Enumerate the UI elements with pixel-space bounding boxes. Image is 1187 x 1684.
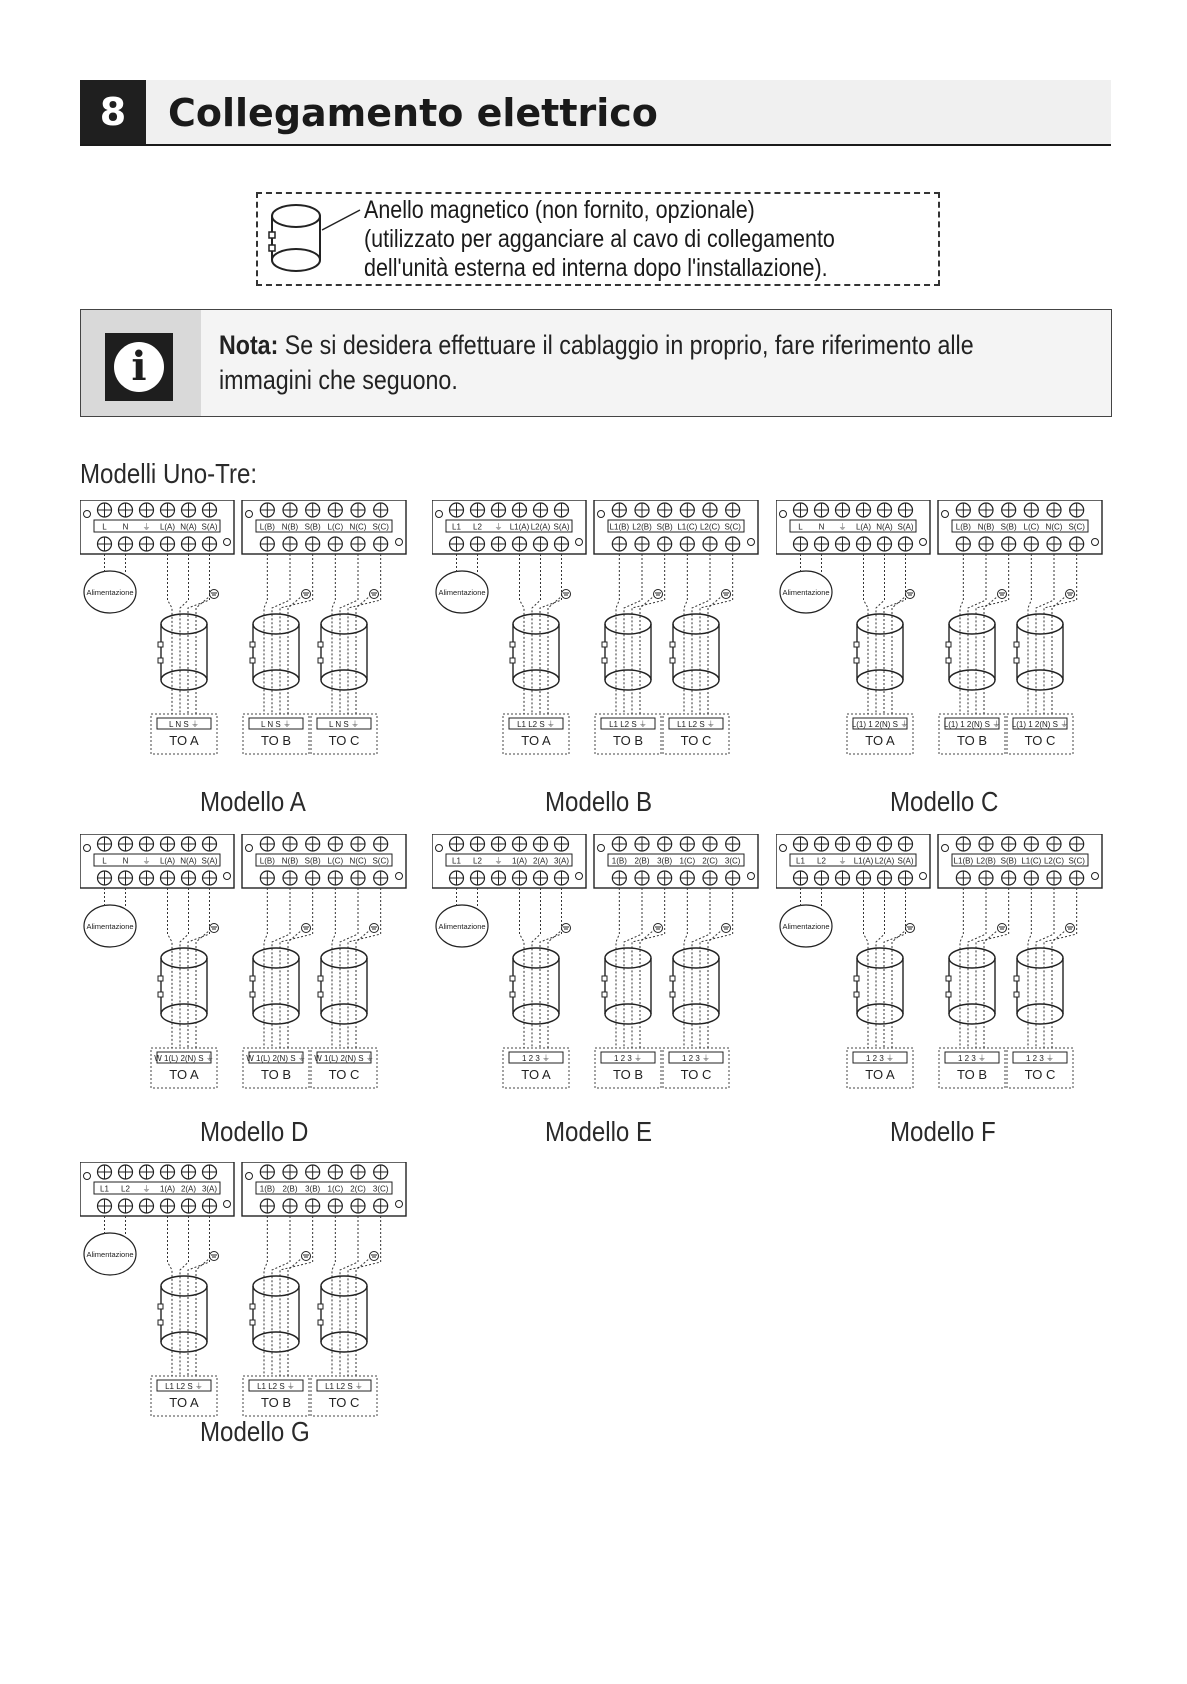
indoor-unit-terminal <box>503 714 569 754</box>
terminal-label: L2(A) <box>874 856 895 866</box>
unit-terminal-labels: 1 2 3 ⏚ <box>681 1054 711 1063</box>
wiring-diagram-modello-b <box>432 500 772 770</box>
terminal-label: S(C) <box>1068 856 1085 866</box>
terminal-label: S(B) <box>1000 522 1017 532</box>
terminal-label: N <box>122 856 129 866</box>
terminal-label: 1(A) <box>159 1184 176 1194</box>
bc-terminal-block <box>594 834 758 888</box>
unit-terminal-labels: L1 L2 S ⏚ <box>325 1382 363 1391</box>
unit-destination: TO C <box>1024 1067 1056 1082</box>
terminal-label: L2 <box>473 856 482 866</box>
terminal-label: L(C) <box>327 522 344 532</box>
terminal-label: S(B) <box>656 522 673 532</box>
ring-line: dell'unità esterna ed interna dopo l'installazione). <box>364 254 828 282</box>
terminal-label: N(C) <box>1045 522 1063 532</box>
unit-terminal-labels: L1 L2 S ⏚ <box>165 1382 203 1391</box>
terminal-label: N(C) <box>349 522 367 532</box>
ground-icon <box>210 1252 219 1261</box>
terminal-label: L1(B) <box>953 856 974 866</box>
unit-destination: TO B <box>260 1395 292 1410</box>
ground-icon <box>562 590 571 599</box>
terminal-label: L1(A) <box>509 522 530 532</box>
indoor-unit-terminal <box>939 714 1005 754</box>
terminal-label: L1 <box>100 1184 109 1194</box>
bc-terminal-block <box>594 500 758 554</box>
magnetic-ring <box>946 614 995 690</box>
unit-terminal-labels: L N S ⏚ <box>329 720 359 729</box>
terminal-label: L <box>102 856 107 866</box>
terminal-label: L(C) <box>327 856 344 866</box>
power-label: Alimentazione <box>86 588 134 597</box>
terminal-label: N(B) <box>977 522 995 532</box>
terminal-label: 1(B) <box>259 1184 275 1194</box>
unit-destination: TO C <box>328 1395 360 1410</box>
wiring-diagram-modello-e <box>432 834 772 1104</box>
indoor-unit-terminal <box>1007 1048 1073 1088</box>
magnetic-ring <box>158 614 207 690</box>
magnetic-ring <box>946 948 995 1024</box>
magnetic-ring <box>854 948 903 1024</box>
indoor-unit-terminal <box>595 1048 661 1088</box>
note-bold-label: Nota: <box>219 330 279 360</box>
indoor-unit-terminal <box>663 1048 729 1088</box>
section-label: Modelli Uno-Tre: <box>80 458 258 489</box>
indoor-unit-terminal <box>243 1048 309 1088</box>
model-label: Modello F <box>890 1116 996 1147</box>
magnetic-ring <box>510 614 559 690</box>
unit-terminal-labels: L(1) 1 2(N) S ⏚ <box>851 720 909 729</box>
wiring-diagram-modello-d <box>80 834 420 1104</box>
power-label: Alimentazione <box>438 922 486 931</box>
unit-terminal-labels: L N S ⏚ <box>261 720 291 729</box>
indoor-unit-terminal <box>939 1048 1005 1088</box>
unit-destination: TO A <box>169 1395 199 1410</box>
model-label: Modello D <box>200 1116 309 1147</box>
bc-terminal-block <box>242 500 406 554</box>
terminal-label: L1(A) <box>853 856 874 866</box>
power-label: Alimentazione <box>438 588 486 597</box>
terminal-label: S(A) <box>553 522 570 532</box>
section-header <box>80 80 1111 146</box>
terminal-label: L(B) <box>259 856 275 866</box>
power-supply <box>84 905 136 947</box>
model-label: Modello C <box>890 786 999 817</box>
ground-icon <box>370 924 379 933</box>
ground-icon <box>998 924 1007 933</box>
wiring-diagram-modello-c <box>776 500 1116 770</box>
ground-icon <box>210 924 219 933</box>
terminal-label: 2(B) <box>634 856 650 866</box>
terminal-label: N(B) <box>281 522 299 532</box>
power-terminal-block <box>80 1162 234 1216</box>
unit-terminal-labels: L1 L2 S ⏚ <box>257 1382 295 1391</box>
unit-terminal-labels: 1 2 3 ⏚ <box>957 1054 987 1063</box>
terminal-label: L2(C) <box>699 522 721 532</box>
power-terminal-block <box>80 500 234 554</box>
indoor-unit-terminal <box>311 714 377 754</box>
terminal-label: 3(B) <box>305 1184 321 1194</box>
terminal-label: S(A) <box>897 856 914 866</box>
unit-destination: TO C <box>328 733 360 748</box>
magnetic-ring <box>670 948 719 1024</box>
terminal-label: L <box>798 522 803 532</box>
power-label: Alimentazione <box>782 588 830 597</box>
terminal-label: 1(C) <box>679 856 696 866</box>
terminal-label: 1(A) <box>511 856 528 866</box>
terminal-label: 3(C) <box>372 1184 389 1194</box>
terminal-label: 2(B) <box>282 1184 298 1194</box>
unit-destination: TO B <box>956 1067 988 1082</box>
indoor-unit-terminal <box>311 1048 377 1088</box>
indoor-unit-terminal <box>243 1376 309 1416</box>
unit-destination: TO B <box>612 1067 644 1082</box>
unit-destination: TO A <box>865 733 895 748</box>
ground-icon <box>302 1252 311 1261</box>
ground-icon <box>370 1252 379 1261</box>
ground-icon <box>906 924 915 933</box>
power-terminal-block <box>432 834 586 888</box>
magnetic-ring <box>158 1276 207 1352</box>
terminal-label: S(B) <box>304 522 321 532</box>
page-title: Collegamento elettrico <box>168 91 658 135</box>
ground-icon <box>722 924 731 933</box>
terminal-label: ⏚ <box>142 522 151 532</box>
terminal-label: L(C) <box>1023 522 1040 532</box>
model-label: Modello B <box>545 786 653 817</box>
terminal-label: N <box>818 522 825 532</box>
magnetic-ring-icon <box>266 200 362 280</box>
magnetic-ring <box>1014 614 1063 690</box>
terminal-label: 3(A) <box>201 1184 218 1194</box>
unit-terminal-labels: 1 2 3 ⏚ <box>1025 1054 1055 1063</box>
ring-line: Anello magnetico (non fornito, opzionale) <box>364 196 755 224</box>
indoor-unit-terminal <box>595 714 661 754</box>
wiring-diagram-modello-g <box>80 1162 420 1432</box>
terminal-label: L1 <box>796 856 805 866</box>
magnetic-ring <box>670 614 719 690</box>
terminal-label: N <box>122 522 129 532</box>
unit-terminal-labels: 1 2 3 ⏚ <box>613 1054 643 1063</box>
terminal-label: 2(C) <box>702 856 718 866</box>
terminal-label: S(C) <box>1068 522 1085 532</box>
magnetic-ring <box>318 948 367 1024</box>
power-supply <box>436 905 488 947</box>
magnetic-ring <box>318 1276 367 1352</box>
unit-terminal-labels: 1 2 3 ⏚ <box>521 1054 551 1063</box>
terminal-label: S(B) <box>304 856 321 866</box>
unit-terminal-labels: L(1) 1 2(N) S ⏚ <box>1011 720 1069 729</box>
terminal-label: S(A) <box>897 522 914 532</box>
note-icon-panel <box>81 310 201 416</box>
unit-destination: TO A <box>865 1067 895 1082</box>
magnetic-ring <box>250 1276 299 1352</box>
unit-terminal-labels: L1 L2 S ⏚ <box>677 720 715 729</box>
indoor-unit-terminal <box>503 1048 569 1088</box>
power-supply <box>84 571 136 613</box>
unit-terminal-labels: W 1(L) 2(N) S ⏚ <box>314 1054 374 1063</box>
indoor-unit-terminal <box>311 1376 377 1416</box>
note-text <box>219 328 993 398</box>
terminal-label: ⏚ <box>142 856 151 866</box>
unit-destination: TO B <box>260 1067 292 1082</box>
indoor-unit-terminal <box>151 1376 217 1416</box>
power-supply <box>84 1233 136 1275</box>
terminal-label: L1(C) <box>1021 856 1042 866</box>
unit-terminal-labels: L(1) 1 2(N) S ⏚ <box>943 720 1001 729</box>
terminal-label: L(B) <box>955 522 971 532</box>
indoor-unit-terminal <box>663 714 729 754</box>
magnetic-ring <box>510 948 559 1024</box>
terminal-label: ⏚ <box>494 856 503 866</box>
indoor-unit-terminal <box>847 1048 913 1088</box>
terminal-label: N(A) <box>180 856 197 866</box>
terminal-label: ⏚ <box>838 522 847 532</box>
power-terminal-block <box>432 500 586 554</box>
indoor-unit-terminal <box>847 714 913 754</box>
terminal-label: 2(C) <box>350 1184 366 1194</box>
magnetic-ring <box>602 948 651 1024</box>
terminal-label: L2 <box>473 522 482 532</box>
terminal-label: 1(C) <box>327 1184 344 1194</box>
unit-destination: TO B <box>612 733 644 748</box>
terminal-label: L(A) <box>159 856 176 866</box>
unit-destination: TO B <box>956 733 988 748</box>
terminal-label: ⏚ <box>494 522 503 532</box>
unit-destination: TO A <box>169 1067 199 1082</box>
bc-terminal-block <box>242 1162 406 1216</box>
wiring-diagram-modello-f <box>776 834 1116 1104</box>
terminal-label: L(A) <box>159 522 176 532</box>
terminal-label: L2(C) <box>1043 856 1065 866</box>
power-supply <box>780 571 832 613</box>
ground-icon <box>370 590 379 599</box>
ground-icon <box>562 924 571 933</box>
power-label: Alimentazione <box>86 922 134 931</box>
unit-destination: TO C <box>680 733 712 748</box>
terminal-label: S(B) <box>1000 856 1017 866</box>
unit-destination: TO B <box>260 733 292 748</box>
terminal-label: L1(B) <box>609 522 630 532</box>
bc-terminal-block <box>938 500 1102 554</box>
magnetic-ring-description <box>364 196 835 283</box>
magnetic-ring <box>854 614 903 690</box>
terminal-label: L(B) <box>259 522 275 532</box>
note-box <box>80 309 1112 417</box>
wiring-diagram-modello-a <box>80 500 420 770</box>
ring-line: (utilizzato per agganciare al cavo di collegamento <box>364 225 835 253</box>
bc-terminal-block <box>242 834 406 888</box>
terminal-label: ⏚ <box>838 856 847 866</box>
model-label: Modello E <box>545 1116 653 1147</box>
terminal-label: L2(B) <box>976 856 996 866</box>
terminal-label: S(A) <box>201 522 218 532</box>
ground-icon <box>1066 590 1075 599</box>
ground-icon <box>654 590 663 599</box>
terminal-label: L1 <box>452 856 461 866</box>
info-icon: i <box>105 333 173 401</box>
terminal-label: N(B) <box>281 856 299 866</box>
unit-destination: TO A <box>169 733 199 748</box>
power-label: Alimentazione <box>782 922 830 931</box>
model-label: Modello G <box>200 1416 310 1447</box>
section-number: 8 <box>80 80 146 144</box>
terminal-label: L2 <box>121 1184 130 1194</box>
ground-icon <box>722 590 731 599</box>
magnetic-ring <box>318 614 367 690</box>
terminal-label: S(A) <box>201 856 218 866</box>
indoor-unit-terminal <box>151 1048 217 1088</box>
power-supply <box>780 905 832 947</box>
magnetic-ring <box>158 948 207 1024</box>
unit-destination: TO A <box>521 1067 551 1082</box>
terminal-label: L <box>102 522 107 532</box>
indoor-unit-terminal <box>243 714 309 754</box>
terminal-label: 3(C) <box>724 856 741 866</box>
ground-icon <box>302 924 311 933</box>
model-label: Modello A <box>200 786 306 817</box>
power-terminal-block <box>776 500 930 554</box>
terminal-label: 3(B) <box>657 856 673 866</box>
terminal-label: L2(B) <box>632 522 652 532</box>
power-label: Alimentazione <box>86 1250 134 1259</box>
power-terminal-block <box>776 834 930 888</box>
magnetic-ring <box>250 948 299 1024</box>
unit-terminal-labels: L1 L2 S ⏚ <box>609 720 647 729</box>
terminal-label: L(A) <box>855 522 872 532</box>
unit-terminal-labels: L1 L2 S ⏚ <box>517 720 555 729</box>
terminal-label: 3(A) <box>553 856 570 866</box>
terminal-label: 2(A) <box>532 856 549 866</box>
terminal-label: N(A) <box>180 522 197 532</box>
bc-terminal-block <box>938 834 1102 888</box>
ground-icon <box>1066 924 1075 933</box>
terminal-label: ⏚ <box>142 1184 151 1194</box>
ground-icon <box>906 590 915 599</box>
power-supply <box>436 571 488 613</box>
terminal-label: S(C) <box>372 856 389 866</box>
ground-icon <box>302 590 311 599</box>
terminal-label: L2(A) <box>530 522 551 532</box>
indoor-unit-terminal <box>151 714 217 754</box>
terminal-label: 2(A) <box>180 1184 197 1194</box>
indoor-unit-terminal <box>1007 714 1073 754</box>
terminal-label: L2 <box>817 856 826 866</box>
unit-terminal-labels: W 1(L) 2(N) S ⏚ <box>154 1054 214 1063</box>
terminal-label: L1 <box>452 522 461 532</box>
unit-destination: TO A <box>521 733 551 748</box>
unit-terminal-labels: W 1(L) 2(N) S ⏚ <box>246 1054 306 1063</box>
ground-icon <box>998 590 1007 599</box>
unit-terminal-labels: L N S ⏚ <box>169 720 199 729</box>
terminal-label: N(A) <box>876 522 893 532</box>
ground-icon <box>210 590 219 599</box>
unit-destination: TO C <box>328 1067 360 1082</box>
ground-icon <box>654 924 663 933</box>
magnetic-ring <box>1014 948 1063 1024</box>
terminal-label: 1(B) <box>611 856 627 866</box>
terminal-label: S(C) <box>724 522 741 532</box>
magnetic-ring-box <box>256 192 940 286</box>
unit-destination: TO C <box>680 1067 712 1082</box>
terminal-label: S(C) <box>372 522 389 532</box>
unit-destination: TO C <box>1024 733 1056 748</box>
terminal-label: L1(C) <box>677 522 698 532</box>
note-body: Se si desidera effettuare il cablaggio in proprio, fare riferimento alle immagini che seguono. <box>219 330 974 395</box>
terminal-label: N(C) <box>349 856 367 866</box>
unit-terminal-labels: 1 2 3 ⏚ <box>865 1054 895 1063</box>
magnetic-ring <box>250 614 299 690</box>
power-terminal-block <box>80 834 234 888</box>
magnetic-ring <box>602 614 651 690</box>
